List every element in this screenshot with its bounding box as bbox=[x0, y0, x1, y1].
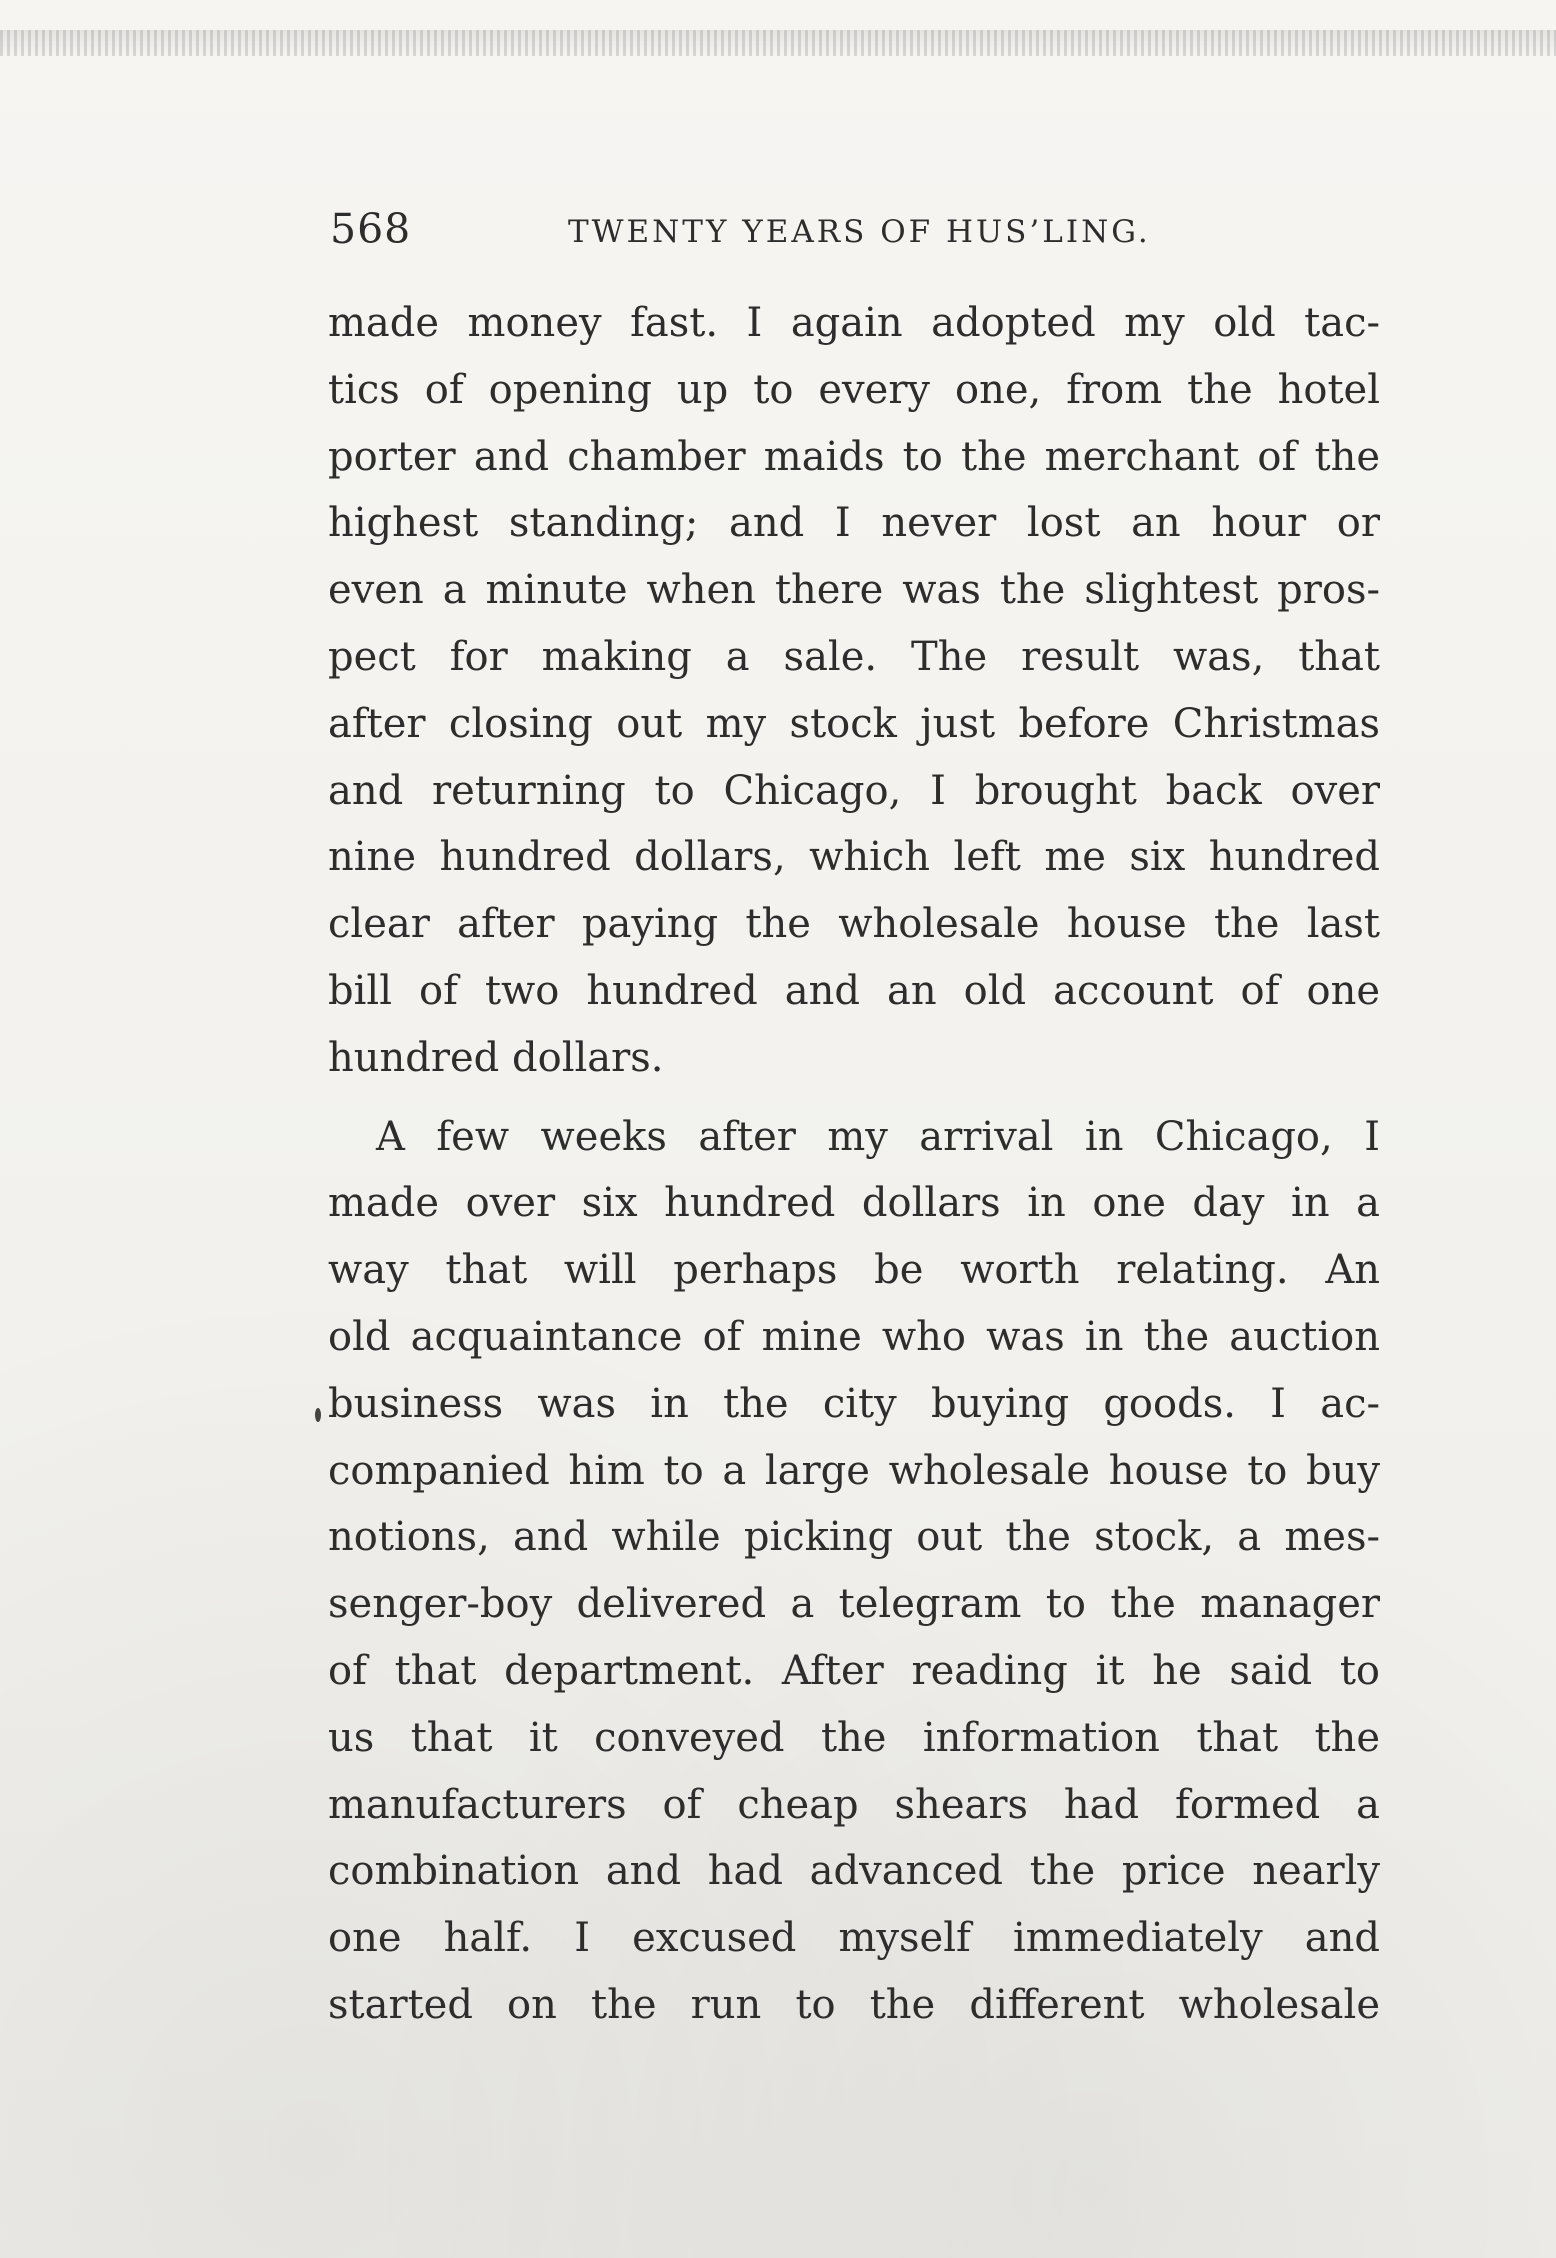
text-line: clear after paying the wholesale house the last bbox=[328, 901, 1380, 948]
text-line: bill of two hundred and an old account of one bbox=[328, 967, 1380, 1014]
text-line: old acquaintance of mine who was in the auction bbox=[328, 1313, 1380, 1360]
text-line: A few weeks after my arrival in Chicago, I bbox=[376, 1113, 1380, 1160]
text-line: one half. I excused myself immediately and bbox=[328, 1915, 1380, 1962]
text-line: us that it conveyed the information that the bbox=[328, 1714, 1380, 1761]
text-line: combination and had advanced the price nearly bbox=[328, 1848, 1380, 1895]
running-title: TWENTY YEARS OF HUS’LING. bbox=[568, 214, 1151, 250]
running-header bbox=[330, 205, 1380, 265]
text-line: notions, and while picking out the stock, a mes- bbox=[328, 1514, 1380, 1561]
text-line: nine hundred dollars, which left me six hundred bbox=[328, 834, 1380, 881]
paragraph-gap bbox=[328, 1092, 1380, 1104]
text-line: hundred dollars. bbox=[328, 1034, 664, 1081]
text-line: business was in the city buying goods. I ac- bbox=[328, 1380, 1380, 1427]
page-number: 568 bbox=[330, 205, 412, 253]
text-line: made money fast. I again adopted my old tac- bbox=[328, 300, 1380, 346]
text-line: made over six hundred dollars in one day in a bbox=[328, 1180, 1380, 1227]
body-text bbox=[328, 290, 1380, 2039]
text-line: tics of opening up to every one, from the hotel bbox=[328, 366, 1380, 413]
text-line: porter and chamber maids to the merchant of the bbox=[328, 433, 1380, 480]
margin-ink-mark bbox=[315, 1408, 321, 1422]
text-line: highest standing; and I never lost an hour or bbox=[328, 500, 1380, 547]
text-line: started on the run to the different wholesale bbox=[328, 1981, 1380, 2028]
paragraph-2 bbox=[328, 1104, 1380, 2039]
text-line: way that will perhaps be worth relating. An bbox=[328, 1247, 1380, 1294]
text-line: of that department. After reading it he said to bbox=[328, 1647, 1380, 1694]
text-line: pect for making a sale. The result was, that bbox=[328, 633, 1380, 680]
text-line: after closing out my stock just before Christmas bbox=[328, 700, 1380, 747]
scan-edge-noise bbox=[0, 30, 1556, 56]
text-line: manufacturers of cheap shears had formed a bbox=[328, 1781, 1380, 1828]
text-line: even a minute when there was the slightest pros- bbox=[328, 567, 1380, 614]
text-line: and returning to Chicago, I brought back over bbox=[328, 767, 1380, 814]
text-line: companied him to a large wholesale house to buy bbox=[328, 1447, 1380, 1494]
paragraph-1 bbox=[328, 290, 1380, 1092]
text-line: senger-boy delivered a telegram to the manager bbox=[328, 1581, 1380, 1628]
